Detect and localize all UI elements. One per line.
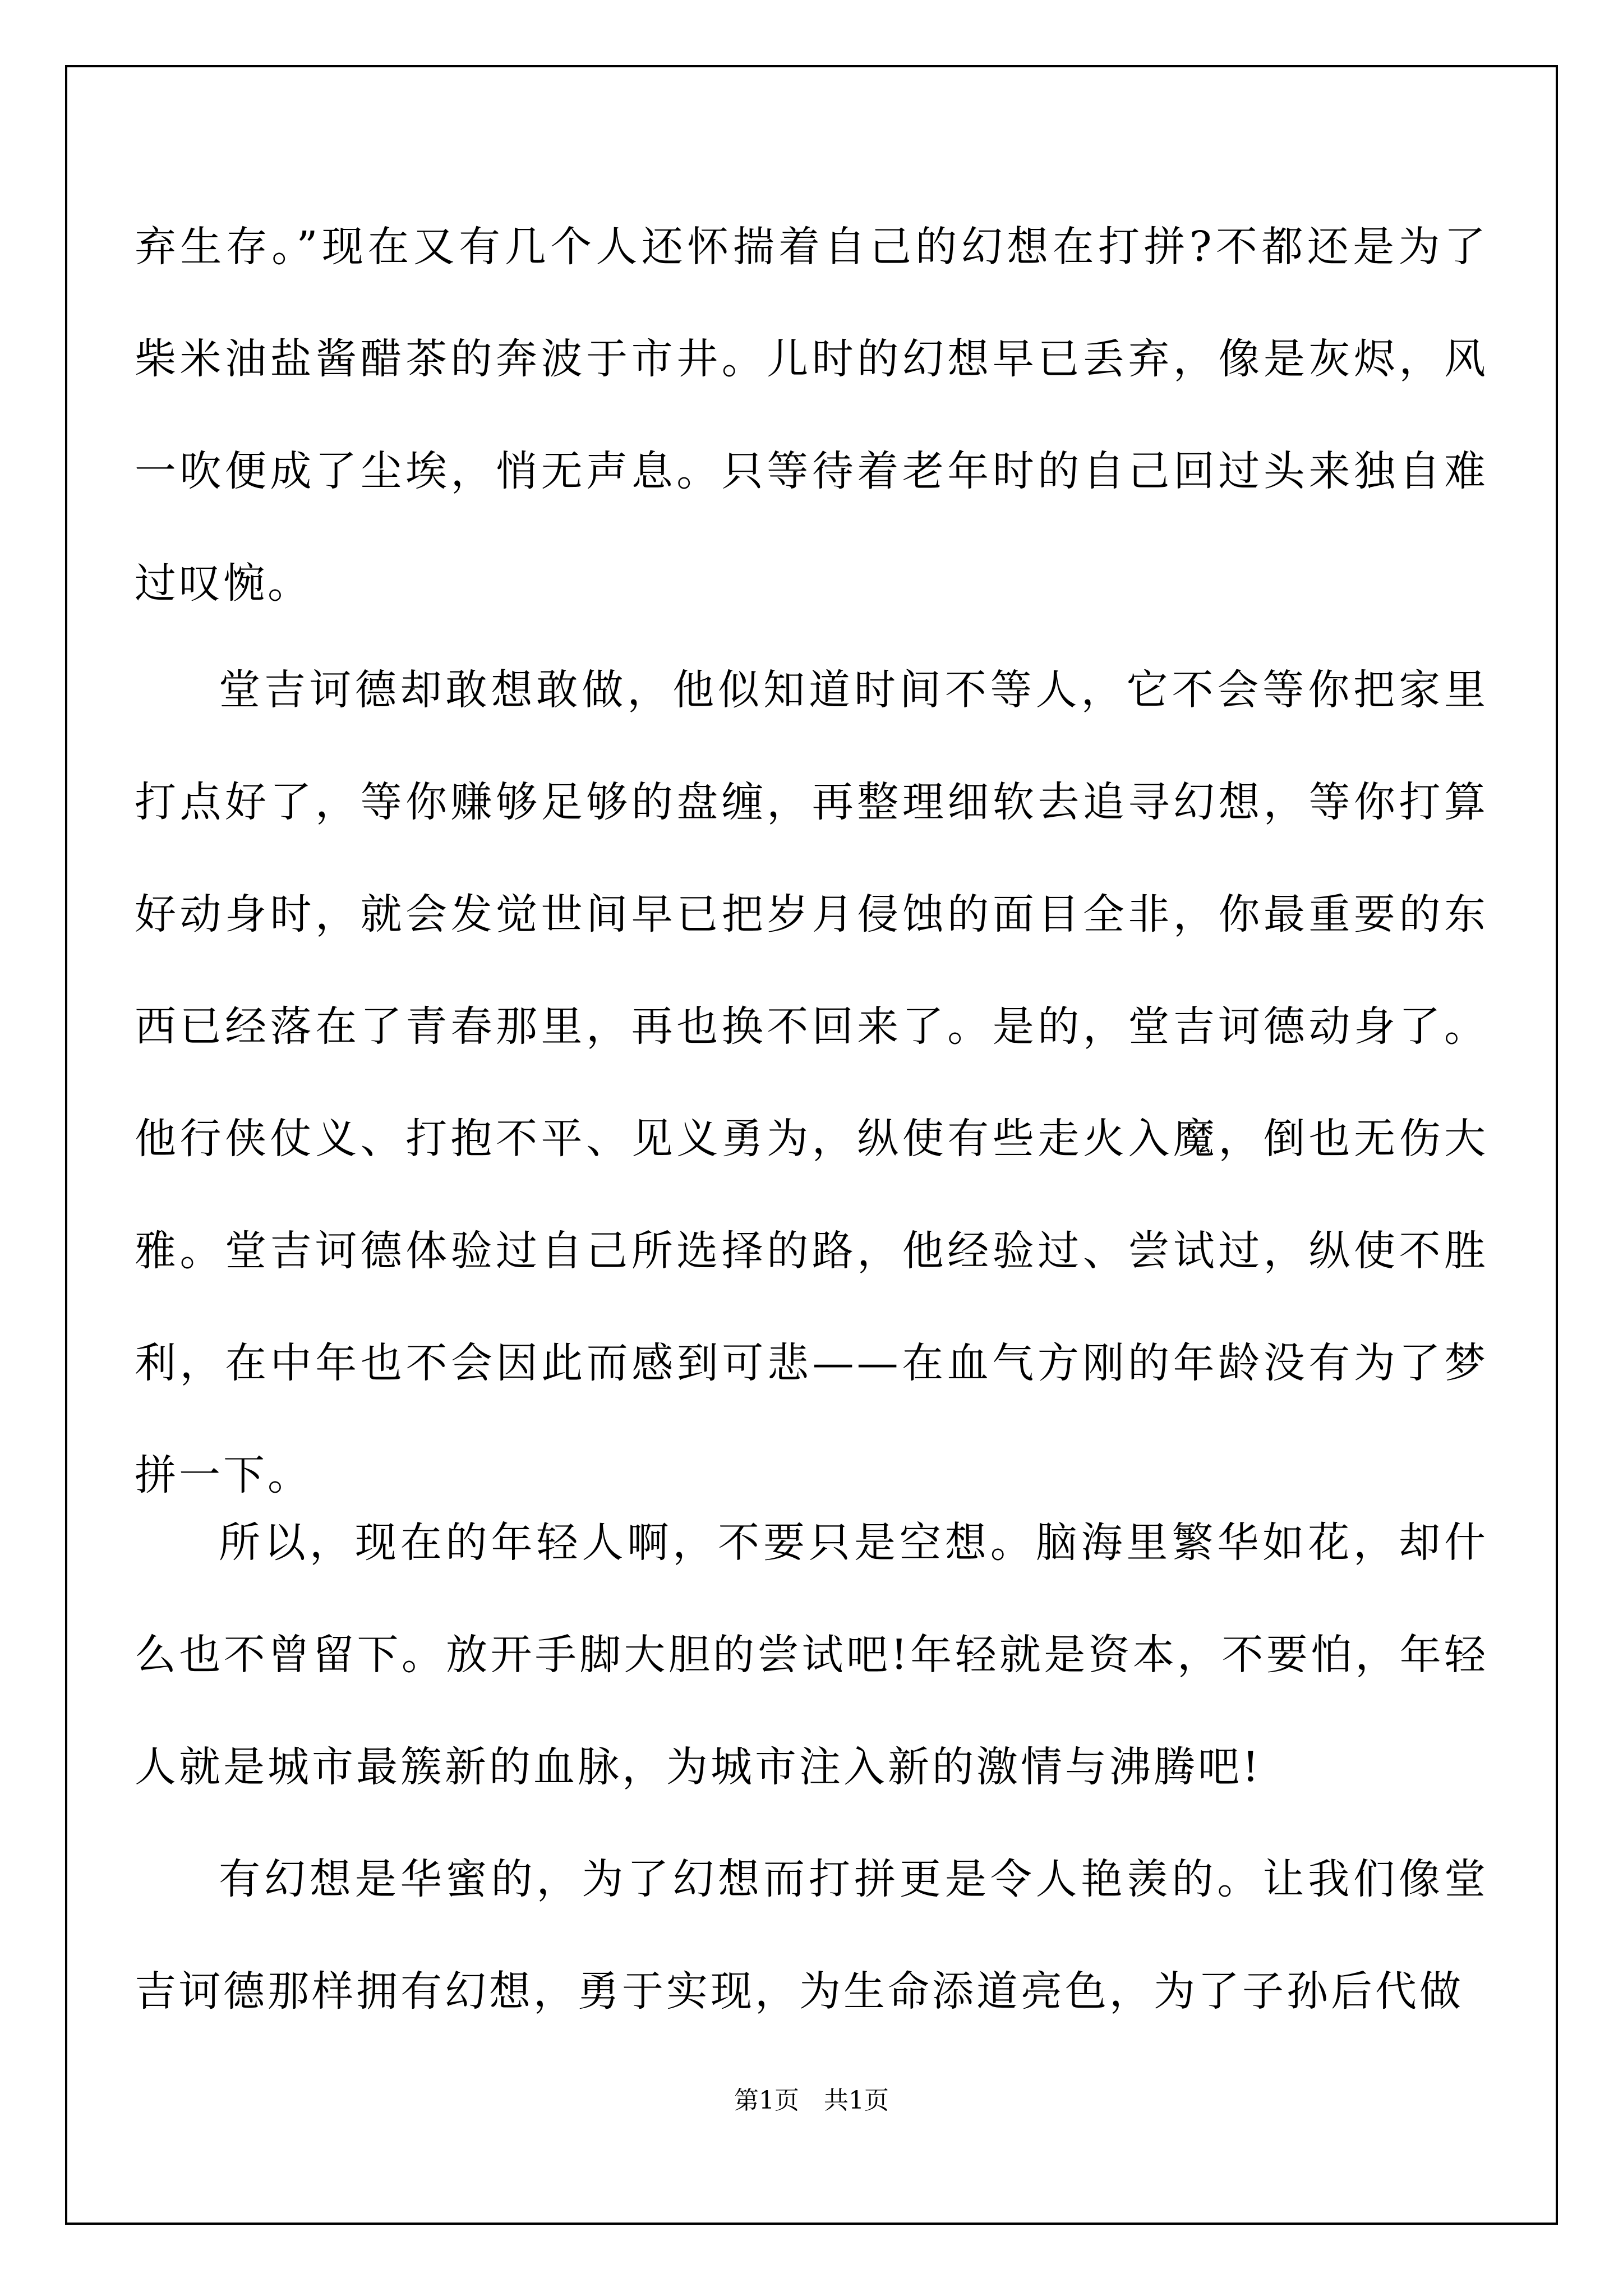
paragraph-2: 堂吉诃德却敢想敢做，他似知道时间不等人，它不会等你把家里打点好了，等你赚够足够的盘缠，再整理细软去追寻幻想，等你打算好动身时，就会发觉世间早已把岁月侵蚀的面目全非，你最重要的东西已经落在了青春那里，再也换不回来了。是的，堂吉诃德动身了。他行侠仗义、打抱不平、见义勇为，纵使有些走火入魔，倒也无伤大雅。堂吉诃德体验过自己所选择的路，他经验过、尝试过，纵使不胜利，在中年也不会因此而感到可悲——在血气方刚的年龄没有为了梦拼一下。 xyxy=(135,666,1488,1499)
paragraph-3: 所以，现在的年轻人啊，不要只是空想。脑海里繁华如花，却什么也不曾留下。放开手脚大胆的尝试吧!年轻就是资本，不要怕，年轻人就是城市最簇新的血脉，为城市注入新的激情与沸腾吧! xyxy=(135,1519,1488,1791)
page-footer: 第1页 共1页 xyxy=(734,2086,889,2115)
paragraph-1: 弃生存。”现在又有几个人还怀揣着自己的幻想在打拼?不都还是为了柴米油盐酱醋茶的奔波于市井。儿时的幻想早已丢弃，像是灰烬，风一吹便成了尘埃，悄无声息。只等待着老年时的自己回过头来独自难过叹惋。 xyxy=(135,223,1488,608)
paragraph-4: 有幻想是华蜜的，为了幻想而打拼更是令人艳羡的。让我们像堂吉诃德那样拥有幻想，勇于实现，为生命添道亮色，为了子孙后代做 xyxy=(135,1855,1488,2016)
